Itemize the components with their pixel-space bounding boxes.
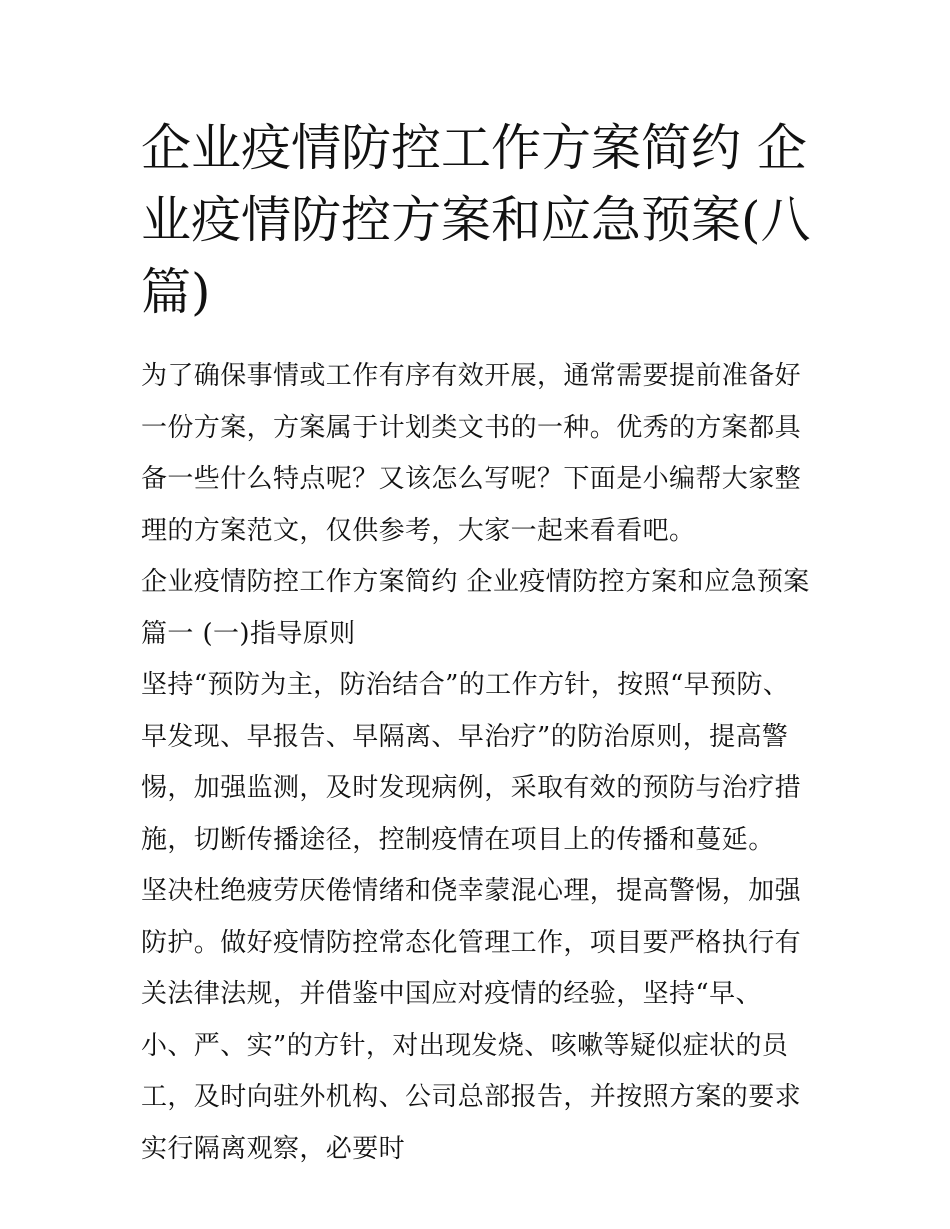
document-page (141, 112, 813, 1175)
measures-paragraph: 坚决杜绝疲劳厌倦情绪和侥幸蒙混心理，提高警惕，加强防护。做好疫情防控常态化管理工作，项目要严格执行有关法律法规，并借鉴中国应对疫情的经验，坚持“早、小、严、实”的方针，对出现发烧、咳嗽等疑似症状的员工，及时向驻外机构、公司总部报告，并按照方案的要求实行隔离观察，必要时 (141, 876, 802, 1164)
document-title: 企业疫情防控工作方案简约 企业疫情防控方案和应急预案(八篇) (141, 119, 811, 321)
section-heading-paragraph: 企业疫情防控工作方案简约 企业疫情防控方案和应急预案篇一 (一)指导原则 (141, 567, 810, 649)
principle-paragraph: 坚持“预防为主，防治结合”的工作方针，按照“早预防、早发现、早报告、早隔离、早治疗”的防治原则，提高警惕，加强监测，及时发现病例，采取有效的预防与治疗措施，切断传播途径，控制疫情在项目上的传播和蔓延。 (141, 670, 802, 855)
intro-paragraph: 为了确保事情或工作有序有效开展，通常需要提前准备好一份方案，方案属于计划类文书的一种。优秀的方案都具备一些什么特点呢？又该怎么写呢？下面是小编帮大家整理的方案范文，仅供参考，大家一起来看看吧。 (141, 361, 802, 546)
